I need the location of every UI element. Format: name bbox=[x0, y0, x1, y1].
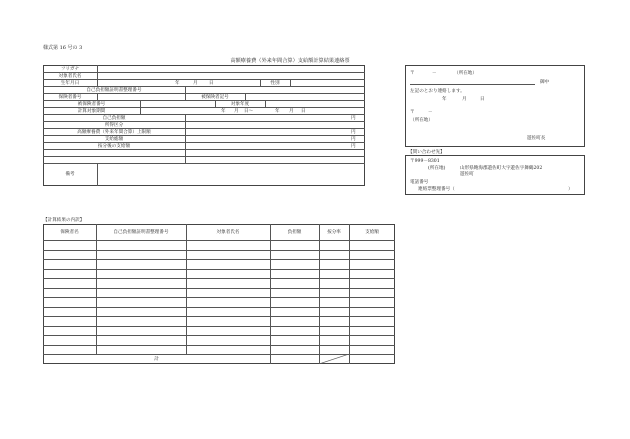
upper-limit-label: 高額療養費（外来年間合算）上限額 bbox=[77, 129, 151, 135]
contact-no: 連絡票整理番号（ bbox=[418, 187, 455, 192]
contact-no-close: ） bbox=[568, 187, 573, 192]
postal-dash: － bbox=[432, 71, 437, 76]
income-class-label: 所得区分 bbox=[104, 122, 124, 128]
birth-year: 年 bbox=[175, 80, 180, 86]
header-payment: 支給額 bbox=[365, 230, 379, 235]
certificate-no-label: 自己負担額証明書整理番号 bbox=[86, 87, 142, 93]
page-title: 高額療養費（外来年間合算）支給額計算結果連絡票 bbox=[230, 58, 350, 64]
target-year-label: 対象年度 bbox=[230, 101, 250, 107]
total-payment-unit: 円 bbox=[351, 136, 356, 142]
prorated-payment-label: 按分後の支給額 bbox=[97, 143, 131, 149]
remarks-label: 備考 bbox=[65, 172, 75, 177]
person-name-label: 対象者氏名 bbox=[58, 73, 82, 79]
insured-symbol-label: 被保険者記号 bbox=[201, 94, 229, 100]
postal-mark: 〒 bbox=[410, 71, 415, 76]
furigana-label: フリガナ bbox=[60, 66, 80, 72]
gender-label: 性別 bbox=[270, 80, 280, 86]
period-to-day: 日 bbox=[301, 108, 306, 114]
calc-period-label: 計算対象期間 bbox=[77, 108, 106, 114]
self-burden-unit: 円 bbox=[351, 115, 356, 121]
notice-year: 年 bbox=[442, 97, 447, 102]
contact-heading: 【問い合わせ先】 bbox=[408, 150, 445, 155]
contact-postal: 〒999－8301 bbox=[410, 159, 440, 164]
self-burden-label: 自己負担額 bbox=[102, 115, 126, 121]
prorated-payment-unit: 円 bbox=[351, 143, 356, 149]
address-box bbox=[405, 65, 585, 147]
address-location: （所在地） bbox=[454, 71, 477, 76]
notice-month: 月 bbox=[462, 97, 467, 102]
calc-heading: 【計算結果の内訳】 bbox=[43, 218, 85, 223]
contact-phone: 電話番号 bbox=[410, 180, 429, 185]
period-to-month: 月 bbox=[289, 108, 294, 114]
birth-date-label: 生年月日 bbox=[60, 80, 80, 86]
header-burden: 負担額 bbox=[287, 230, 302, 235]
ratio-total-slash bbox=[319, 354, 349, 364]
address-location-2: （所在地） bbox=[410, 118, 433, 123]
honorific: 御中 bbox=[540, 80, 550, 85]
total-payment-label: 支給総額 bbox=[104, 136, 124, 142]
contact-address: 山形県飽海郡遊佐町大字遊佐字舞鶴202 bbox=[460, 166, 543, 171]
period-to-year: 年 bbox=[275, 108, 280, 114]
insured-no-label: 被保険者番号 bbox=[77, 101, 106, 107]
contact-office: 遊佐町 bbox=[460, 172, 474, 177]
form-number: 様式第 16 号の 3 bbox=[43, 45, 83, 51]
insurer-no-label: 保険者番号 bbox=[58, 94, 82, 100]
header-ratio: 按分率 bbox=[327, 230, 341, 235]
postal-mark-2: 〒 bbox=[410, 110, 415, 115]
contact-location-label: (所在地) bbox=[428, 166, 446, 171]
birth-day: 日 bbox=[209, 80, 214, 86]
period-from-month: 月 bbox=[234, 108, 239, 114]
birth-month: 月 bbox=[193, 80, 198, 86]
sender-name: 遊佐町長 bbox=[527, 136, 546, 141]
header-certificate-no: 自己負担額証明書整理番号 bbox=[113, 230, 169, 235]
header-person-name: 対象者氏名 bbox=[216, 230, 240, 235]
period-from-year: 年 bbox=[221, 108, 226, 114]
postal-dash-2: － bbox=[428, 110, 433, 115]
total-label: 計 bbox=[154, 356, 159, 362]
notice-text: 左記のとおり連絡します。 bbox=[410, 89, 465, 94]
period-from-day: 日〜 bbox=[244, 108, 254, 114]
upper-limit-unit: 円 bbox=[351, 129, 356, 135]
header-insurer-name: 保険者名 bbox=[60, 230, 79, 235]
notice-day: 日 bbox=[480, 97, 485, 102]
